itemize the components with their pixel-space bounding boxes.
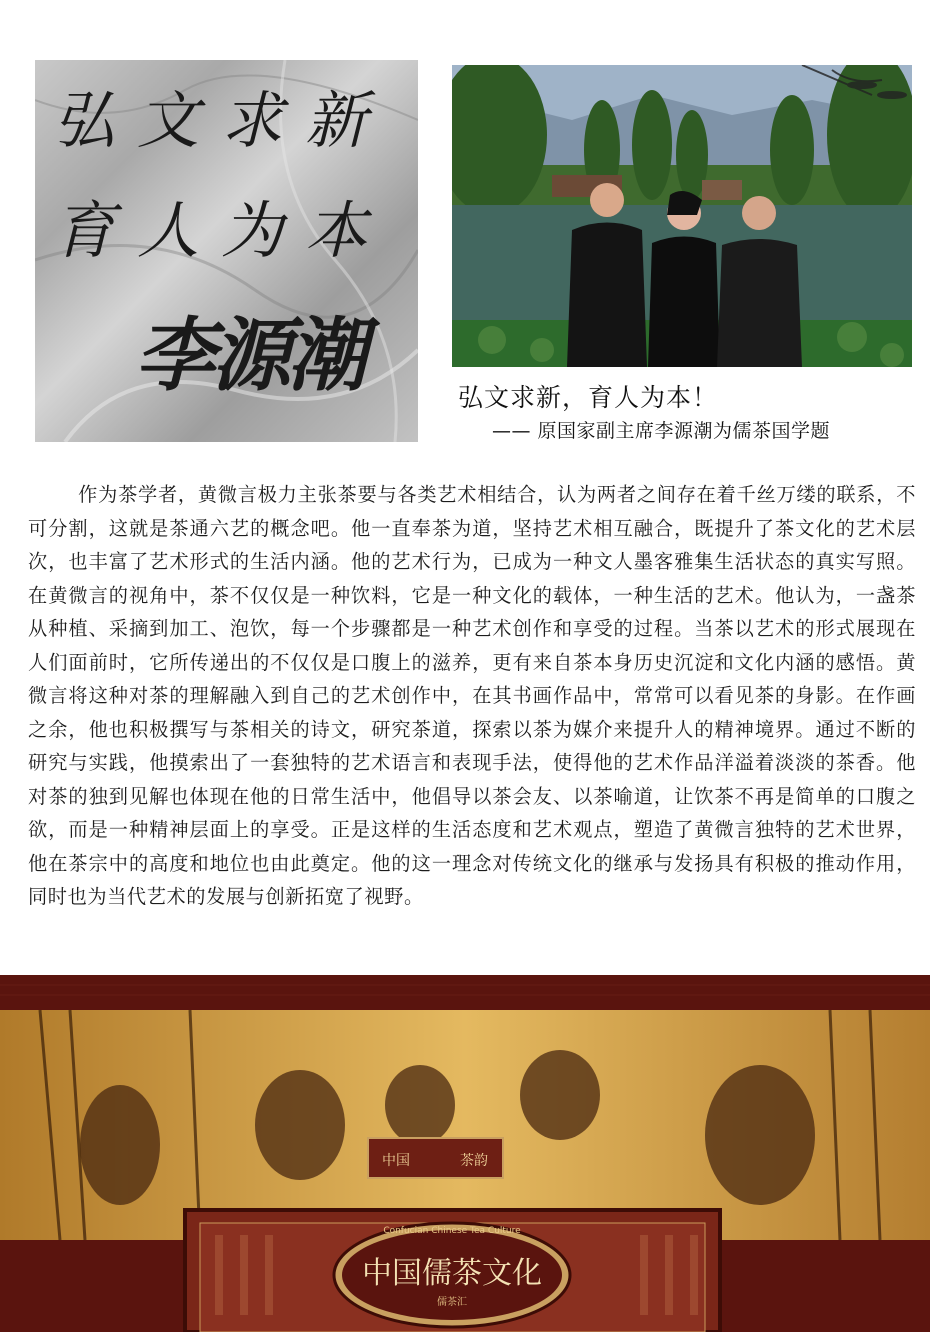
article-body bbox=[28, 478, 916, 914]
plaque-left-text: 中国 bbox=[382, 1153, 410, 1169]
bottom-banner bbox=[0, 975, 930, 1332]
calligraphy-line-1: 弘文求新 bbox=[53, 84, 390, 157]
article-text: 作为茶学者，黄微言极力主张茶要与各类艺术相结合，认为两者之间存在着千丝万缕的联系，不可分割，这就是茶通六艺的概念吧。他一直奉茶为道，坚持艺术相互融合，既提升了茶文化的艺术层次，也丰富了艺术形式的生活内涵。他的艺术行为，已成为一种文人墨客雅集生活状态的真实写照。在黄微言的视角中，茶不仅仅是一种饮料，它是一种文化的载体，一种生活的艺术。他认为，一盏茶从种植、采摘到加工、泡饮，每一个步骤都是一种艺术创作和享受的过程。当茶以艺术的形式展现在人们面前时，它所传递出的不仅仅是口腹上的滋养，更有来自茶本身历史沉淀和文化内涵的感悟。黄微言将这种对茶的理解融入到自己的艺术创作中，在其书画作品中，常常可以看见茶的身影。在作画之余，他也积极撰写与茶相关的诗文，研究茶道，探索以茶为媒介来提升人的精神境界。通过不断的研究与实践，他摸索出了一套独特的艺术语言和表现手法，使得他的艺术作品洋溢着淡淡的茶香。他对茶的独到见解也体现在他的日常生活中，他倡导以茶会友、以茶喻道，让饮茶不再是简单的口腹之欲，而是一种精神层面上的享受。正是这样的生活态度和艺术观点，塑造了黄微言独特的艺术世界，他在茶宗中的高度和地位也由此奠定。他的这一理念对传统文化的继承与发扬具有积极的推动作用，同时也为当代艺术的发展与创新拓宽了视野。 bbox=[28, 483, 916, 908]
calligraphy-panel bbox=[35, 60, 418, 442]
emblem-bottom-text: 儒茶汇 bbox=[437, 1297, 467, 1308]
plaque-right-text: 茶韵 bbox=[460, 1153, 488, 1169]
group-photo bbox=[452, 65, 912, 367]
calligraphy-signature: 李源潮 bbox=[135, 308, 363, 402]
photo-scene bbox=[452, 65, 912, 367]
emblem-title: 中国儒茶文化 bbox=[362, 1256, 542, 1291]
calligraphy-line-2: 育人为本 bbox=[53, 194, 390, 267]
caption-sub: —— 原国家副主席李源潮为儒茶国学题 bbox=[492, 420, 831, 442]
banner-artwork bbox=[0, 975, 930, 1332]
emblem-top-text: Confucian Chinese Tea Culture bbox=[383, 1226, 521, 1236]
caption-main: 弘文求新，育人为本！ bbox=[458, 383, 719, 412]
